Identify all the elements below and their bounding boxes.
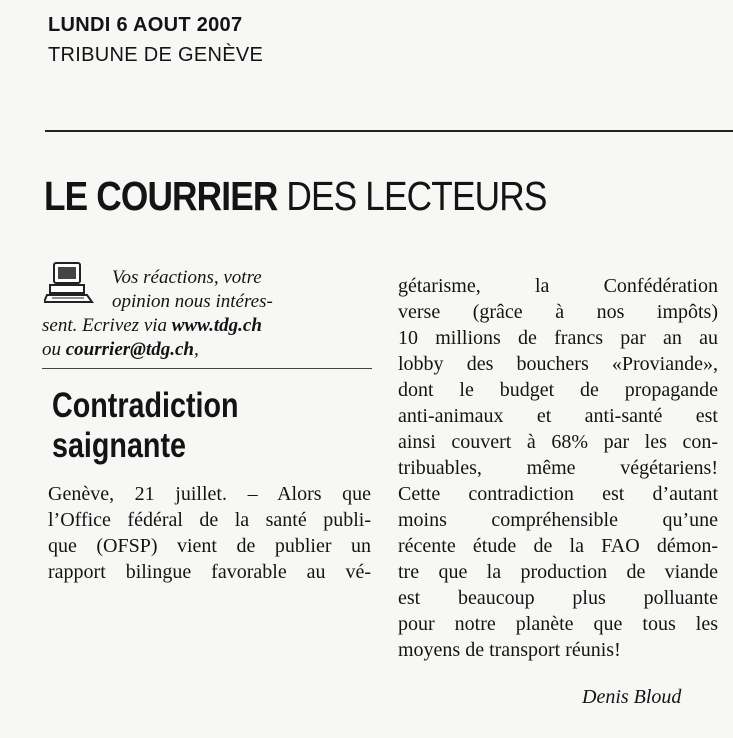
article-line: lobby des bouchers «Proviande», — [398, 353, 718, 375]
article-line: 10 millions de francs par an au — [398, 327, 718, 349]
section-title-light: DES LECTEURS — [286, 173, 547, 219]
header-divider — [45, 130, 733, 132]
article-line: rapport bilingue favorable au vé- — [48, 561, 371, 583]
website-link[interactable]: www.tdg.ch — [171, 315, 262, 336]
article-title — [52, 386, 239, 466]
article-left-column — [48, 481, 371, 585]
article-title-line: saignante — [52, 426, 186, 465]
article-line: l’Office fédéral de la santé publi- — [48, 509, 371, 531]
article-line: récente étude de la FAO démon- — [398, 535, 718, 557]
intro-line: opinion nous intéres- — [112, 291, 273, 312]
computer-icon — [44, 260, 94, 306]
intro-divider — [42, 368, 372, 369]
author-signature: Denis Bloud — [582, 686, 682, 708]
article-line: tre que la production de viande — [398, 561, 718, 583]
article-line: gétarisme, la Confédération — [398, 275, 718, 297]
article-line: verse (grâce à nos impôts) — [398, 301, 718, 323]
intro-line — [42, 338, 352, 362]
article-line: ainsi couvert à 68% par les con- — [398, 431, 718, 453]
article-line: est beaucoup plus polluante — [398, 587, 718, 609]
intro-text: ou — [42, 339, 66, 360]
article-title-line: Contradiction — [52, 386, 239, 425]
article-line: anti-animaux et anti-santé est — [398, 405, 718, 427]
section-title-bold: LE COURRIER — [44, 173, 278, 219]
header-date: LUNDI 6 AOUT 2007 — [48, 14, 243, 36]
article-line: Cette contradiction est d’autant — [398, 483, 718, 505]
article-line: moins compréhensible qu’une — [398, 509, 718, 531]
article-line: que (OFSP) vient de publier un — [48, 535, 371, 557]
article-line: dont le budget de propagande — [398, 379, 718, 401]
reader-intro — [42, 266, 352, 362]
article-line: moyens de transport réunis! — [398, 639, 621, 661]
article-line: Genève, 21 juillet. – Alors que — [48, 483, 371, 505]
newspaper-name: TRIBUNE DE GENÈVE — [48, 44, 264, 66]
intro-line — [42, 314, 352, 338]
intro-line: Vos réactions, votre — [112, 267, 262, 288]
intro-text: , — [193, 339, 199, 360]
article-line: tribuables, même végétariens! — [398, 457, 718, 479]
article-right-column — [398, 273, 718, 663]
intro-text: sent. Ecrivez via — [42, 315, 172, 336]
article-line: pour notre planète que tous les — [398, 613, 718, 635]
section-title — [44, 173, 547, 219]
email-link[interactable]: courrier@tdg.ch — [65, 339, 194, 360]
